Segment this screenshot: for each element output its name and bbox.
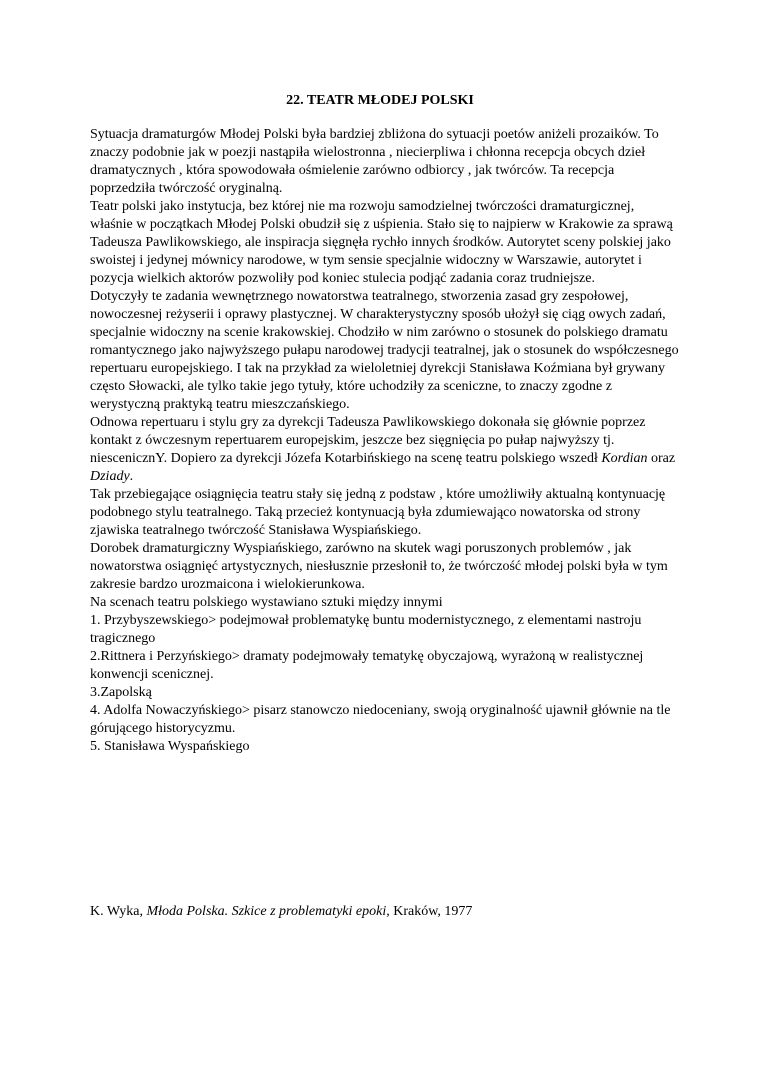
- list-item: 2.Rittnera i Perzyńskiego> dramaty podejmowały tematykę obyczajową, wyrażoną w realistycznej konwencji scenicznej.: [90, 649, 644, 682]
- document-title: 22. TEATR MŁODEJ POLSKI: [286, 93, 474, 108]
- paragraph-2: Teatr polski jako instytucja, bez której nie ma rozwoju samodzielnej twórczości dramaturgicznej, właśnie w początkach Młodej Polski obudził się z uśpienia. Stało się to najpierw w Krakowie za sprawą Tadeusza Pawlikowskiego, ale inspiracja sięgnęła rychło innych środków. Autorytet sceny polskiej jako swoistej i jedynej mównicy narodowe, w tym sensie specjalnie widoczny w Warszawie, autorytet i pozycja wielkich aktorów pozwoliły pod koniec stulecia podjąć zadania coraz trudniejsze.: [90, 199, 673, 286]
- list-item: 4. Adolfa Nowaczyńskiego> pisarz stanowczo niedoceniany, swoją oryginalność ujawnił głównie na tle górującego historycyzmu.: [90, 703, 671, 736]
- paragraph-4-mid: oraz: [647, 451, 676, 466]
- citation-rest: , Kraków, 1977: [386, 904, 473, 919]
- paragraph-1: Sytuacja dramaturgów Młodej Polski była bardziej zbliżona do sytuacji poetów aniżeli prozaików. To znaczy podobnie jak w poezji nastąpiła wielostronna , niecierpliwa i chłonna recepcja obcych dzieł dramatycznych , która spowodowała ośmielenie zarówno odbiorcy , jak twórców. Ta recepcja poprzedziła twórczość oryginalną.: [90, 127, 659, 196]
- paragraph-3: Dotyczyły te zadania wewnętrznego nowatorstwa teatralnego, stworzenia zasad gry zespołowej, nowoczesnej reżyserii i oprawy plastycznej. W charakterystyczny sposób ułożył się ciąg owych zadań, specjalnie widoczny na scenie krakowskiej. Chodziło w nim zarówno o stosunek do polskiego dramatu romantycznego jako najwyższego pułapu narodowej tradycji teatralnej, jak o stosunek do współczesnego repertuaru europejskiego. I tak na przykład za wieloletniej dyrekcji Stanisława Koźmiana był grywany często Słowacki, ale tylko takie jego tytuły, które uchodziły za sceniczne, to znaczy zgodne z werystyczną praktyką teatru mieszczańskiego.: [90, 289, 679, 412]
- paragraph-7: Na scenach teatru polskiego wystawiano sztuki między innymi: [90, 595, 443, 610]
- paragraph-4-text: Odnowa repertuaru i stylu gry za dyrekcji Tadeusza Pawlikowskiego dokonała się głównie poprzez kontakt z ówczesnym repertuarem europejskim, jeszcze bez sięgnięcia po pułap najwyższy tj. niescenicznY. Dopiero za dyrekcji Józefa Kotarbińskiego na scenę teatru polskiego wszedł: [90, 415, 646, 466]
- list-item: 3.Zapolską: [90, 685, 152, 700]
- document-body: [90, 126, 680, 756]
- work-title-kordian: Kordian: [601, 451, 648, 466]
- paragraph-6: Dorobek dramaturgiczny Wyspiańskiego, zarówno na skutek wagi poruszonych problemów , jak nowatorstwa osiągnięć artystycznych, niesłusznie przesłonił to, że twórczość młodej polski była w tym zakresie bardzo urozmaicona i wielokierunkowa.: [90, 541, 668, 592]
- list-item: 5. Stanisława Wyspańskiego: [90, 739, 250, 754]
- paragraph-4: [90, 414, 680, 486]
- citation-author: K. Wyka,: [90, 904, 147, 919]
- citation-work: Młoda Polska. Szkice z problematyki epoki: [146, 904, 387, 919]
- citation: [90, 903, 680, 921]
- paragraph-4-end: .: [129, 469, 134, 484]
- paragraph-5: Tak przebiegające osiągnięcia teatru stały się jedną z podstaw , które umożliwiły aktualną kontynuację podobnego stylu teatralnego. Taką przecież kontynuacją była zdumiewająco nowatorska od strony zjawiska teatralnego twórczość Stanisława Wyspiańskiego.: [90, 487, 666, 538]
- work-title-dziady: Dziady: [90, 469, 130, 484]
- list-item: 1. Przybyszewskiego> podejmował problematykę buntu modernistycznego, z elementami nastroju tragicznego: [90, 613, 642, 646]
